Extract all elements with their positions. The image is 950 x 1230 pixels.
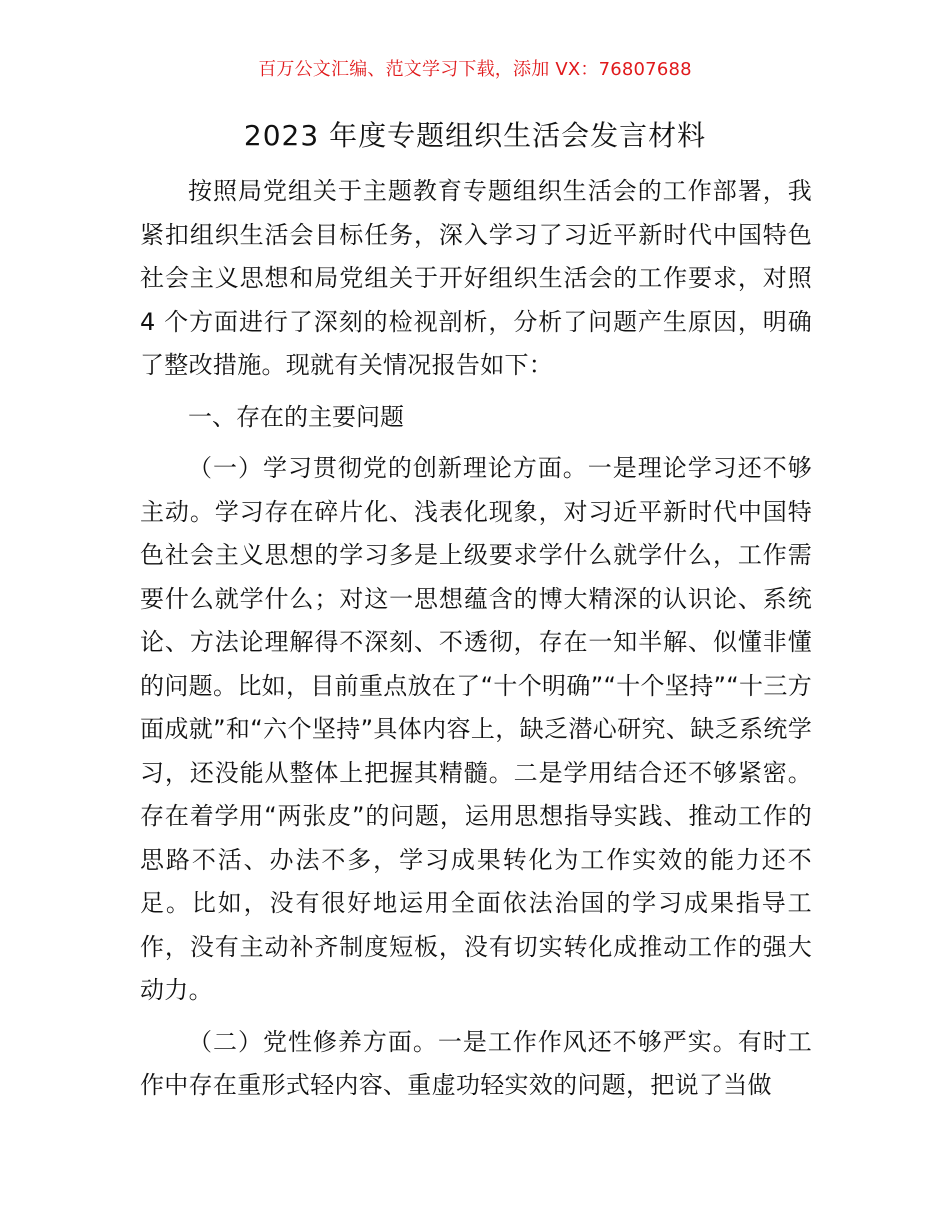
document-body xyxy=(140,170,812,1108)
header-promo-note: 百万公文汇编、范文学习下载，添加 VX：76807688 xyxy=(258,59,692,80)
section-heading-problems: 一、存在的主要问题 xyxy=(188,402,404,431)
paragraph-item-2: （二）党性修养方面。一是工作作风还不够严实。有时工作中存在重形式轻内容、重虚功轻实效的问题，把说了当做 xyxy=(140,1027,812,1099)
paragraph-item-1: （一）学习贯彻党的创新理论方面。一是理论学习还不够主动。学习存在碎片化、浅表化现象，对习近平新时代中国特色社会主义思想的学习多是上级要求学什么就学什么，工作需要什么就学什么；对这一思想蕴含的博大精深的认识论、系统论、方法论理解得不深刻、不透彻，存在一知半解、似懂非懂的问题。比如，目前重点放在了“十个明确”“十个坚持”“十三方面成就”和“六个坚持”具体内容上，缺乏潜心研究、缺乏系统学习，还没能从整体上把握其精髓。二是学用结合还不够紧密。存在着学用“两张皮”的问题，运用思想指导实践、推动工作的思路不活、办法不多，学习成果转化为工作实效的能力还不足。比如，没有很好地运用全面依法治国的学习成果指导工作，没有主动补齐制度短板，没有切实转化成推动工作的强大动力。 xyxy=(140,454,812,1004)
document-title: 2023 年度专题组织生活会发言材料 xyxy=(243,119,707,152)
intro-paragraph: 按照局党组关于主题教育专题组织生活会的工作部署，我紧扣组织生活会目标任务，深入学习了习近平新时代中国特色社会主义思想和局党组关于开好组织生活会的工作要求，对照 4 个方面进行了深刻的检视剖析，分析了问题产生原因，明确了整改措施。现就有关情况报告如下： xyxy=(140,177,812,379)
